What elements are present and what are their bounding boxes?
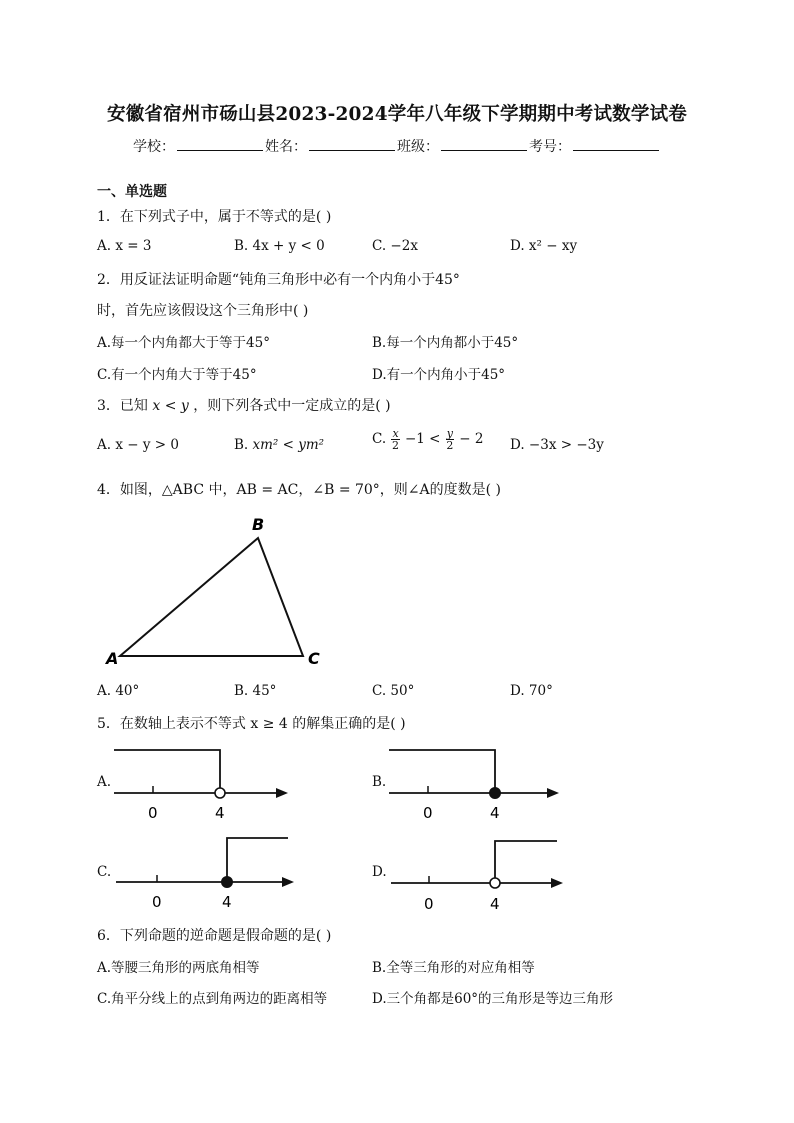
q1-option-d[interactable]: D. x² − xy <box>510 238 578 254</box>
tick-label-zero: 0 <box>424 895 434 913</box>
q2-stem-line2: 时，首先应该假设这个三角形中( ) <box>97 303 309 319</box>
q2-option-a[interactable]: A.每一个内角都大于等于45° <box>97 335 270 351</box>
q2-stem-line1: 2．用反证法证明命题“钝角三角形中必有一个内角小于45° <box>97 272 460 288</box>
q5-option-a-number-line <box>110 742 300 824</box>
tick-label-four: 4 <box>222 893 232 911</box>
triangle-abc-figure <box>100 510 340 675</box>
q2-option-b[interactable]: B.每一个内角都小于45° <box>372 335 519 351</box>
solid-circle <box>490 788 501 799</box>
class-label: 班级： <box>397 139 439 155</box>
number-label: 考号： <box>529 139 571 155</box>
exam-title: 安徽省宿州市砀山县2023-2024学年八年级下学期期中考试数学试卷 <box>107 104 687 125</box>
q1-stem: 1．在下列式子中，属于不等式的是( ) <box>97 209 332 225</box>
q4-option-d[interactable]: D. 70° <box>510 683 553 699</box>
tick-label-four: 4 <box>490 895 500 913</box>
q3-option-a[interactable]: A. x − y > 0 <box>97 437 179 453</box>
q1-option-a[interactable]: A. x = 3 <box>97 238 152 254</box>
q2-option-d[interactable]: D.有一个内角小于45° <box>372 367 506 383</box>
tick-label-four: 4 <box>490 804 500 822</box>
name-blank[interactable] <box>309 138 395 151</box>
q3-option-c-post: − 2 <box>459 431 484 447</box>
open-circle <box>490 878 500 888</box>
q5-option-d-label[interactable]: D. <box>372 864 387 880</box>
student-info-line <box>0 136 794 156</box>
q5-option-c-label[interactable]: C. <box>97 864 112 880</box>
q6-option-d[interactable]: D.三个角都是60°的三角形是等边三角形 <box>372 991 614 1007</box>
q3-option-d[interactable]: D. −3x > −3y <box>510 437 604 453</box>
q6-option-a[interactable]: A.等腰三角形的两底角相等 <box>97 960 260 976</box>
q6-option-b[interactable]: B.全等三角形的对应角相等 <box>372 960 535 976</box>
fraction-x-over-2: $\frac{x}{2}$ <box>392 427 400 452</box>
q5-option-d-number-line <box>385 830 575 915</box>
school-label: 学校： <box>133 139 175 155</box>
name-label: 姓名： <box>265 139 307 155</box>
q1-option-b[interactable]: B. 4x + y < 0 <box>234 238 325 254</box>
triangle-abc <box>120 538 303 656</box>
section-heading: 一、单选题 <box>97 184 167 200</box>
q3-option-c-mid: −1 < <box>404 431 441 447</box>
q6-option-c[interactable]: C.角平分线上的点到角两边的距离相等 <box>97 991 328 1007</box>
fraction-y-over-2: $\frac{y}{2}$ <box>446 427 454 452</box>
q3-option-c[interactable] <box>372 428 483 451</box>
q5-option-c-number-line <box>110 830 300 915</box>
tick-label-zero: 0 <box>148 804 158 822</box>
q3-option-b[interactable] <box>234 437 324 453</box>
vertex-label-c: C <box>308 649 320 668</box>
q3-stem-expr: x < y <box>152 398 189 414</box>
q4-option-c[interactable]: C. 50° <box>372 683 415 699</box>
q4-option-a[interactable]: A. 40° <box>97 683 140 699</box>
solid-circle <box>222 877 233 888</box>
q3-option-b-expr: xm² < ym² <box>252 437 325 453</box>
vertex-label-b: B <box>252 515 265 534</box>
vertex-label-a: A <box>106 649 119 668</box>
school-blank[interactable] <box>177 138 263 151</box>
q3-option-c-prefix: C. <box>372 431 387 447</box>
number-blank[interactable] <box>573 138 659 151</box>
tick-label-zero: 0 <box>152 893 162 911</box>
q5-stem: 5．在数轴上表示不等式 x ≥ 4 的解集正确的是( ) <box>97 716 406 732</box>
q2-option-c[interactable]: C.有一个内角大于等于45° <box>97 367 257 383</box>
tick-label-four: 4 <box>215 804 225 822</box>
q4-stem: 4．如图，△ABC 中，AB = AC，∠B = 70°，则∠A的度数是( ) <box>97 482 502 498</box>
q1-option-c[interactable]: C. −2x <box>372 238 418 254</box>
tick-label-zero: 0 <box>423 804 433 822</box>
q6-stem: 6．下列命题的逆命题是假命题的是( ) <box>97 928 332 944</box>
q3-option-b-prefix: B. <box>234 437 253 453</box>
q5-option-b-number-line <box>385 742 575 824</box>
q5-option-a-label[interactable]: A. <box>97 774 112 790</box>
open-circle <box>215 788 225 798</box>
q4-option-b[interactable]: B. 45° <box>234 683 277 699</box>
q5-option-b-label[interactable]: B. <box>372 774 387 790</box>
q3-stem-pre: 3．已知 <box>97 398 148 414</box>
q3-stem-post: ，则下列各式中一定成立的是( ) <box>193 398 391 414</box>
q3-stem <box>97 395 391 415</box>
class-blank[interactable] <box>441 138 527 151</box>
